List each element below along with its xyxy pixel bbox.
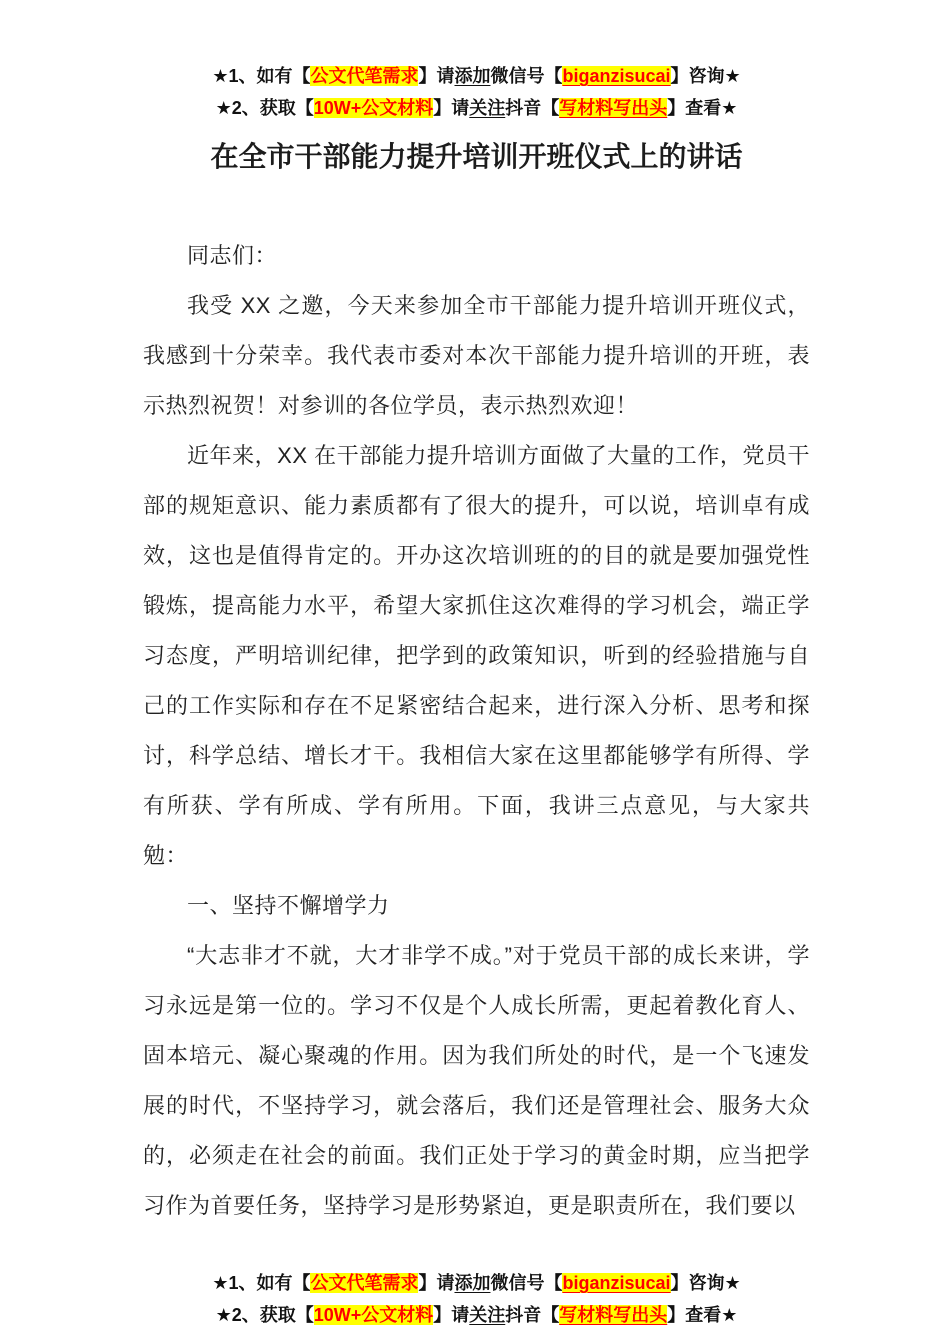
- document-title: 在全市干部能力提升培训开班仪式上的讲话: [210, 141, 743, 172]
- promo-text-segment: 】咨询★: [670, 66, 741, 86]
- promo-banner-bottom: [143, 1267, 810, 1331]
- promo-text-segment: 】请: [433, 98, 470, 118]
- promo-text-segment: 微信号【: [490, 66, 563, 86]
- paragraph: 我受 XX 之邀，今天来参加全市干部能力提升培训开班仪式，我感到十分荣幸。我代表市委对本次干部能力提升培训的开班，表示热烈祝贺！对参训的各位学员，表示热烈欢迎！: [143, 293, 810, 418]
- promo-text-segment: biganzisucai: [562, 66, 671, 86]
- promo-text-segment: 关注: [469, 98, 506, 118]
- paragraph: 近年来，XX 在干部能力提升培训方面做了大量的工作，党员干部的规矩意识、能力素质都有了很大的提升，可以说，培训卓有成效，这也是值得肯定的。开办这次培训班的的目的就是要加强党性锻炼，提高能力水平，希望大家抓住这次难得的学习机会，端正学习态度，严明培训纪律，把学到的政策知识，听到的经验措施与自己的工作实际和存在不足紧密结合起来，进行深入分析、思考和探讨，科学总结、增长才干。我相信大家在这里都能够学有所得、学有所获、学有所成、学有所用。下面，我讲三点意见，与大家共勉：: [143, 443, 810, 868]
- promo-text-segment: 写材料写出头: [559, 1305, 668, 1325]
- promo-text-segment: ★1、如有【: [212, 1273, 311, 1293]
- promo-text-segment: 抖音【: [505, 98, 560, 118]
- promo-text-segment: 抖音【: [505, 1305, 560, 1325]
- promo-line-1: [143, 60, 810, 92]
- promo-text-segment: 】请: [418, 66, 455, 86]
- promo-text-segment: 】请: [433, 1305, 470, 1325]
- promo-text-segment: 添加: [454, 1273, 491, 1293]
- promo-text-segment: ★1、如有【: [212, 66, 311, 86]
- promo-banner-top: [143, 60, 810, 124]
- promo-text-segment: 】查看★: [667, 1305, 738, 1325]
- document-body: [143, 231, 810, 1231]
- paragraph: “大志非才不就，大才非学不成。”对于党员干部的成长来讲，学习永远是第一位的。学习不仅是个人成长所需，更起着教化育人、固本培元、凝心聚魂的作用。因为我们所处的时代，是一个飞速发展的时代，不坚持学习，就会落后，我们还是管理社会、服务大众的，必须走在社会的前面。我们正处于学习的黄金时期，应当把学习作为首要任务，坚持学习是形势紧迫，更是职责所在，我们要以: [143, 943, 810, 1218]
- promo-text-segment: biganzisucai: [562, 1273, 671, 1293]
- promo-text-segment: 】咨询★: [670, 1273, 741, 1293]
- promo-line-2: [143, 92, 810, 124]
- promo-text-segment: 微信号【: [490, 1273, 563, 1293]
- paragraph-salutation: 同志们：: [187, 243, 278, 268]
- promo-text-segment: 写材料写出头: [559, 98, 668, 118]
- promo-text-segment: 10W+公文材料: [313, 1305, 434, 1325]
- promo-text-segment: 10W+公文材料: [313, 98, 434, 118]
- promo-text-segment: 添加: [454, 66, 491, 86]
- promo-text-segment: 公文代笔需求: [310, 66, 419, 86]
- promo-text-segment: 公文代笔需求: [310, 1273, 419, 1293]
- promo-text-segment: 】查看★: [667, 98, 738, 118]
- section-heading: 一、坚持不懈增学力: [187, 893, 390, 918]
- promo-text-segment: 关注: [469, 1305, 506, 1325]
- promo-text-segment: ★2、获取【: [215, 98, 314, 118]
- promo-text-segment: ★2、获取【: [215, 1305, 314, 1325]
- promo-line-1: [143, 1267, 810, 1299]
- promo-line-2: [143, 1299, 810, 1331]
- promo-text-segment: 】请: [418, 1273, 455, 1293]
